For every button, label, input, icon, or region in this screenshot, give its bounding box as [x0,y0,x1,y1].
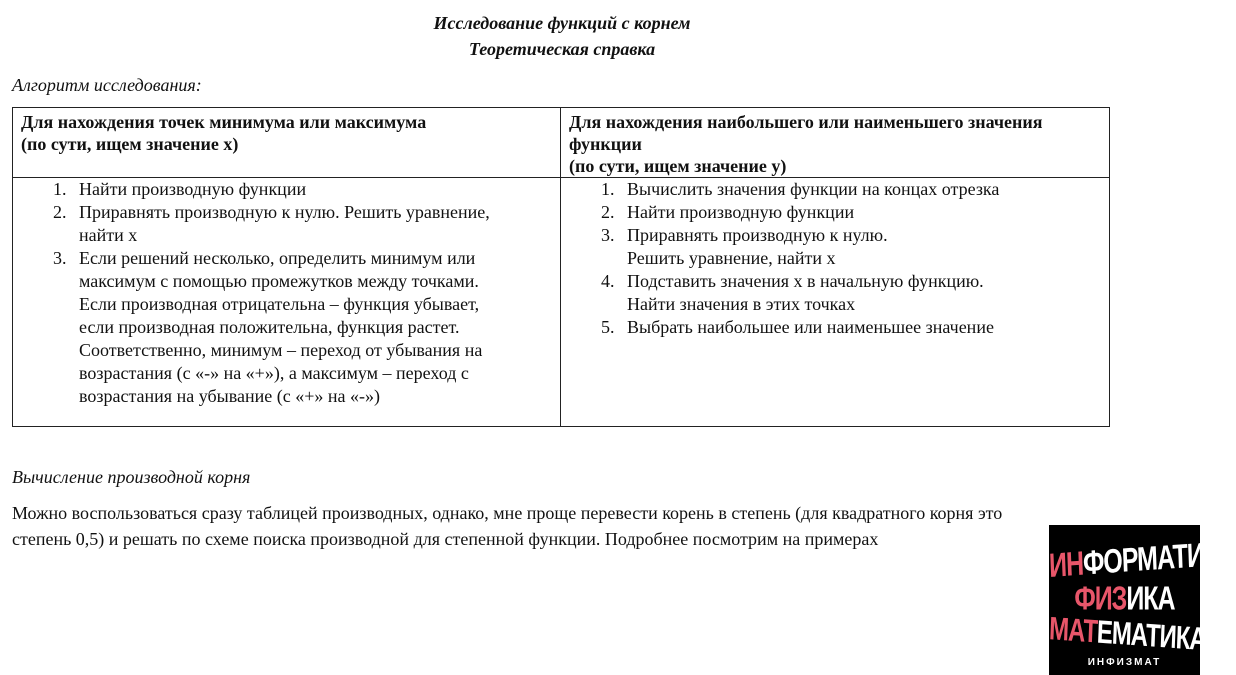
step-text: Подставить значения х в начальную функцию. Найти значения в этих точках [627,271,984,314]
page-title [0,10,1124,62]
step-text: Приравнять производную к нулю. Решить уравнение, найти х [79,202,490,245]
table-header-row [13,108,1110,178]
left-column-header [13,108,561,178]
step-number: 2. [601,202,615,222]
logo-line-informatika [1048,534,1236,587]
step-number: 3. [53,248,67,268]
logo-caption: ИНФИЗМАТ [1087,657,1162,668]
list-item [601,224,1101,270]
step-text: Найти производную функции [627,202,855,222]
right-header-line-1: Для нахождения наибольшего или наименьшего значения [569,112,1043,132]
list-item [601,270,1101,316]
list-item [53,247,552,408]
step-text: Выбрать наибольшее или наименьшее значение [627,317,994,337]
right-header-line-2: функции [569,134,642,154]
body-paragraph: Можно воспользоваться сразу таблицей производных, однако, мне проще перевести корень в степень (для квадратного корня это степень 0,5) и решать по схеме поиска производной для степенной функции. Подробнее посмотрим на примерах [12,503,1003,549]
infizmat-logo [1048,525,1236,675]
step-number: 4. [601,271,615,291]
right-column-header [561,108,1110,178]
left-steps-list [21,178,552,408]
algorithm-table [12,107,1110,427]
algorithm-label: Алгоритм исследования: [12,75,202,95]
step-number: 1. [53,179,67,199]
step-text: Если решений несколько, определить минимум или максимум с помощью промежутков между точками. Если производная отрицательна – функция убывает, если производная положительна, функция растет. Соответственно, минимум – переход от убывания на возрастания (с «-» на «+»), а максимум – переход с возрастания на убывание (с «+» на «-») [79,248,483,406]
list-item [601,178,1101,201]
right-steps-list [569,178,1101,339]
list-item [53,201,552,247]
step-text: Вычислить значения функции на концах отрезка [627,179,1000,199]
left-header-line-1: Для нахождения точек минимума или максимума [21,112,427,132]
list-item [601,201,1101,224]
title-line-1: Исследование функций с корнем [433,13,691,33]
logo-plain-text: ИКА [1126,579,1175,618]
left-steps-cell [13,178,561,427]
section-heading: Вычисление производной корня [12,467,251,487]
logo-accent-text: ФИЗ [1074,579,1127,618]
list-item [601,316,1101,339]
step-number: 1. [601,179,615,199]
right-header-line-3: (по сути, ищем значение у) [569,156,787,176]
step-number: 3. [601,225,615,245]
left-header-line-2: (по сути, ищем значение х) [21,134,239,154]
list-item [53,178,552,201]
title-line-2: Теоретическая справка [468,39,656,59]
logo-plain-text: ФОРМАТИКА [1082,534,1236,583]
step-text: Приравнять производную к нулю. Решить уравнение, найти х [627,225,888,268]
logo-accent-text: МАТ [1048,610,1098,651]
logo-accent-text: ИН [1048,544,1084,586]
step-number: 5. [601,317,615,337]
step-number: 2. [53,202,67,222]
right-steps-cell [561,178,1110,427]
logo-plain-text: ЕМАТИКА [1096,614,1207,659]
table-body-row [13,178,1110,427]
step-text: Найти производную функции [79,179,307,199]
